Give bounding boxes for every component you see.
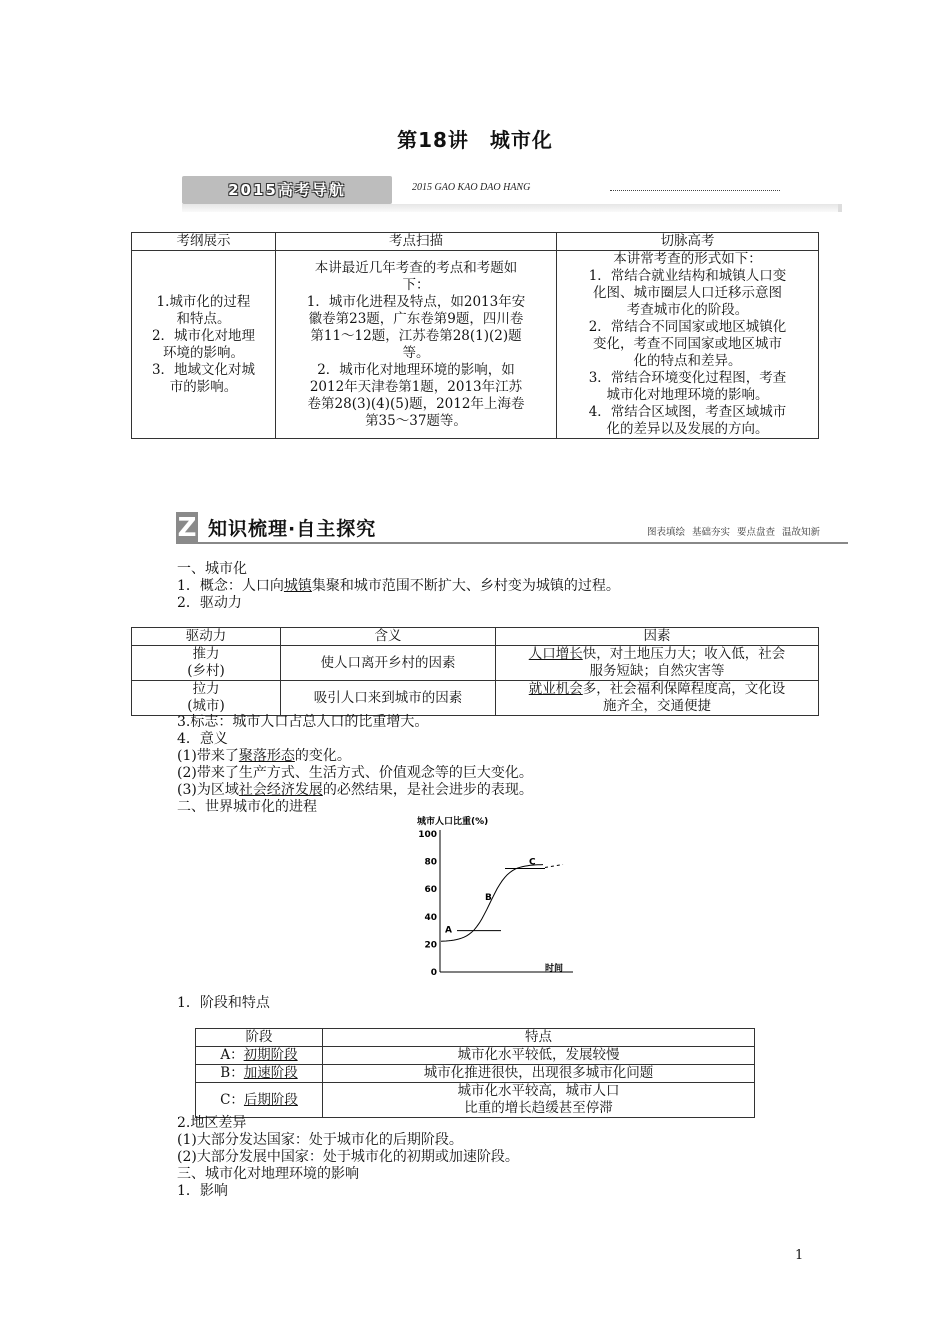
header-cell: 考点扫描 xyxy=(276,233,557,251)
factor-cell xyxy=(496,646,819,681)
cell-line: 化的差异以及发展的方向。 xyxy=(606,421,769,437)
cell-line: 卷第28(3)(4)(5)题，2012年上海卷 xyxy=(307,395,525,412)
cell-line: 变化，考查不同国家或地区城市 xyxy=(593,336,782,352)
blank-answer: 人口增长 xyxy=(528,646,583,662)
syllabus-cell xyxy=(132,251,276,439)
text: A： xyxy=(220,1047,244,1063)
x-axis-label: 时间 xyxy=(545,964,564,974)
region-line-2: (2)大部分发展中国家：处于城市化的初期或加速阶段。 xyxy=(177,1149,519,1165)
drive-heading: 2．驱动力 xyxy=(177,595,242,611)
text: C： xyxy=(220,1091,244,1108)
header-cell: 因素 xyxy=(496,628,819,646)
feature-cell: 城市化推进很快，出现很多城市化问题 xyxy=(323,1065,755,1083)
header-cell: 含义 xyxy=(281,628,496,646)
stage-label-c: C xyxy=(529,857,536,868)
stage-cell xyxy=(196,1065,323,1083)
cell-line: 2．城市化对地理环境的影响，如 xyxy=(317,361,515,378)
dotted-divider xyxy=(610,190,780,191)
text: 的必然结果，是社会进步的表现。 xyxy=(322,782,533,798)
y-tick-label: 20 xyxy=(424,940,437,951)
cell-line: 市的影响。 xyxy=(169,378,238,395)
trend-extension xyxy=(545,865,563,868)
cell-line: 下： xyxy=(402,276,430,293)
blank-answer: 加速阶段 xyxy=(243,1065,298,1081)
stage-label-b: B xyxy=(485,893,492,904)
cell-line: 城市化水平较高，城市人口 xyxy=(457,1083,620,1099)
urbanization-curve xyxy=(441,865,543,942)
force-cell xyxy=(132,646,281,681)
header-cell: 驱动力 xyxy=(132,628,281,646)
blank-answer: 初期阶段 xyxy=(243,1047,298,1063)
y-tick-label: 80 xyxy=(424,857,437,868)
blank-answer: 城镇 xyxy=(283,578,312,594)
cell-line: 第35～37题等。 xyxy=(365,412,467,429)
text: 多，社会福利保障程度高，文化设 xyxy=(582,681,786,697)
banner-heading: 知识梳理·自主探究 xyxy=(208,518,377,540)
mark-line: 3.标志：城市人口占总人口的比重增大。 xyxy=(177,714,429,730)
cell-line: 环境的影响。 xyxy=(163,344,244,361)
cell-line: 拉力 xyxy=(192,681,220,697)
scan-cell xyxy=(276,251,557,439)
feature-cell xyxy=(323,1083,755,1118)
header-cell: 考纲展示 xyxy=(132,233,276,251)
meaning-line-3 xyxy=(177,782,533,799)
blank-answer: 就业机会 xyxy=(528,681,583,697)
concept-line xyxy=(177,578,620,595)
meaning-cell: 使人口离开乡村的因素 xyxy=(281,646,496,681)
blank-answer: 聚落形态 xyxy=(238,748,295,764)
section-heading: 一、城市化 xyxy=(177,561,247,577)
cell-line: 1.城市化的过程 xyxy=(156,293,251,310)
banner-letter: Z xyxy=(177,513,197,543)
stage-cell xyxy=(196,1047,323,1065)
cell-line: 本讲最近几年考查的考点和考题如 xyxy=(314,259,518,276)
page-number: 1 xyxy=(795,1248,804,1263)
exam-guide-table xyxy=(131,232,819,439)
driving-force-table xyxy=(131,627,819,716)
region-line-1: (1)大部分发达国家：处于城市化的后期阶段。 xyxy=(177,1132,463,1148)
header-cell: 切脉高考 xyxy=(557,233,819,251)
cell-line: 2012年天津卷第1题，2013年江苏 xyxy=(309,378,523,395)
cell-line: 化的特点和差异。 xyxy=(633,353,742,369)
cell-line: 城市化对地理环境的影响。 xyxy=(606,387,769,403)
cell-line: (乡村) xyxy=(187,663,225,679)
banner-shadow xyxy=(182,204,842,212)
banner-underline xyxy=(198,542,848,544)
text: 的变化。 xyxy=(294,748,351,764)
blank-answer: 后期阶段 xyxy=(243,1091,298,1108)
cell-line: 1．常结合就业结构和城镇人口变 xyxy=(588,268,787,284)
factor-cell xyxy=(496,681,819,716)
cell-line: 2．城市化对地理 xyxy=(151,327,256,344)
y-tick-label: 100 xyxy=(418,830,437,840)
cell-line: 等。 xyxy=(402,344,430,361)
exam-cell xyxy=(557,251,819,439)
y-tick-label: 0 xyxy=(430,968,437,978)
meaning-line-2: (2)带来了生产方式、生活方式、价值观念等的巨大变化。 xyxy=(177,765,533,781)
cell-line: 本讲常考查的形式如下： xyxy=(613,251,762,267)
cell-line: 徽卷第23题，广东卷第9题，四川卷 xyxy=(308,310,524,327)
text: 集聚和城市范围不断扩大、乡村变为城镇的过程。 xyxy=(311,578,620,594)
y-tick-label: 40 xyxy=(424,912,437,923)
banner-subtitle: 2015 GAO KAO DAO HANG xyxy=(412,182,531,193)
cell-line: 4．常结合区域图，考查区域城市 xyxy=(588,404,787,420)
cell-line: 化图、城市圈层人口迁移示意图 xyxy=(593,285,782,301)
feature-cell: 城市化水平较低，发展较慢 xyxy=(323,1047,755,1065)
text: 1．概念：人口向 xyxy=(177,578,284,594)
cell-line: 1．城市化进程及特点，如2013年安 xyxy=(306,293,526,310)
stage-label-a: A xyxy=(445,925,452,936)
cell-line: 服务短缺；自然灾害等 xyxy=(589,663,725,679)
section-heading: 三、城市化对地理环境的影响 xyxy=(177,1166,359,1182)
y-tick-label: 60 xyxy=(424,885,437,896)
stage-heading: 1．阶段和特点 xyxy=(177,995,270,1011)
meaning-line-1 xyxy=(177,748,351,765)
page-title: 第18讲 城市化 xyxy=(397,128,553,152)
exam-guide-banner xyxy=(182,176,840,214)
stage-cell xyxy=(196,1083,323,1118)
y-axis-label: 城市人口比重(%) xyxy=(417,817,489,827)
meaning-heading: 4．意义 xyxy=(177,731,228,747)
header-cell: 特点 xyxy=(323,1029,755,1047)
banner-tags: 图表填绘 基础夯实 要点盘查 温故知新 xyxy=(646,527,820,538)
meaning-cell: 吸引人口来到城市的因素 xyxy=(281,681,496,716)
cell-line: (城市) xyxy=(187,698,225,714)
cell-line: 施齐全，交通便捷 xyxy=(603,698,711,714)
cell-line: 2．常结合不同国家或地区城镇化 xyxy=(588,319,787,335)
blank-answer: 社会经济发展 xyxy=(238,782,323,798)
text: (1)带来了 xyxy=(177,748,239,764)
stage-table xyxy=(195,1028,755,1118)
cell-line: 3．常结合环境变化过程图，考查 xyxy=(588,370,787,386)
cell-line: 第11～12题，江苏卷第28(1)(2)题 xyxy=(310,327,522,344)
cell-line: 比重的增长趋缓甚至停滞 xyxy=(464,1100,613,1116)
text: B： xyxy=(220,1065,244,1081)
impact-heading: 1．影响 xyxy=(177,1183,228,1199)
urbanization-chart xyxy=(405,812,580,984)
cell-line: 3．地域文化对城 xyxy=(151,361,256,378)
section-heading: 二、世界城市化的进程 xyxy=(177,799,317,815)
cell-line: 和特点。 xyxy=(176,310,231,327)
text: (3)为区域 xyxy=(177,782,239,798)
knowledge-banner xyxy=(176,512,848,546)
text: 快，对土地压力大；收入低，社会 xyxy=(582,646,786,662)
banner-label: 2015高考导航 xyxy=(228,181,346,199)
cell-line: 推力 xyxy=(192,646,220,662)
cell-line: 考查城市化的阶段。 xyxy=(626,302,749,318)
force-cell xyxy=(132,681,281,716)
region-heading: 2.地区差异 xyxy=(177,1115,247,1131)
header-cell: 阶段 xyxy=(196,1029,323,1047)
